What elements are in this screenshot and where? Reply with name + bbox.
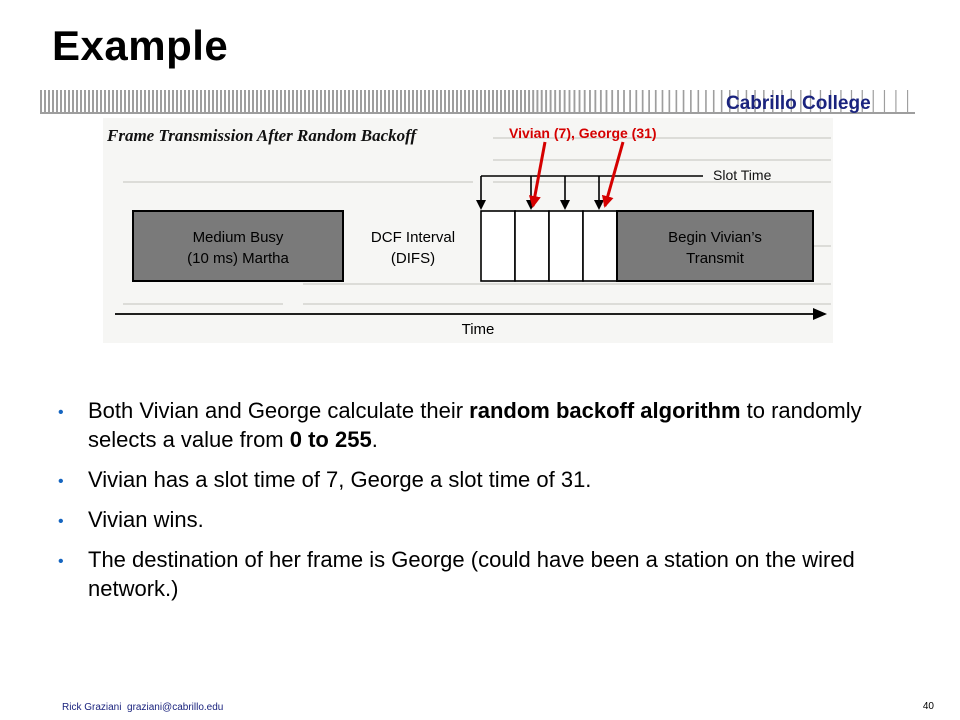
footer-author: Rick Graziani graziani@cabrillo.edu — [62, 702, 224, 713]
slot-boxes — [481, 211, 617, 281]
bullet-item: • The destination of her frame is George (could have been a station on the wired network.) — [58, 547, 855, 601]
medium-busy-line1: Medium Busy — [192, 229, 284, 246]
transmit-line1: Begin Vivian’s — [668, 229, 762, 246]
bullet-marker-icon: • — [58, 513, 64, 530]
bullet-item: • Vivian wins. — [58, 505, 918, 534]
footer-email: graziani@cabrillo.edu — [127, 702, 224, 713]
bullet-marker-icon: • — [58, 553, 64, 570]
bullet-marker-icon: • — [58, 473, 64, 490]
dcf-line1: DCF Interval — [370, 229, 456, 246]
vivian-george-annotation: Vivian (7), George (31) — [509, 125, 657, 141]
figure-caption: Frame Transmission After Random Backoff — [107, 126, 417, 145]
transmit-line2: Transmit — [686, 250, 744, 267]
slide-title: Example — [52, 22, 229, 69]
frame-transmission-diagram — [103, 118, 833, 343]
dcf-line2: (DIFS) — [390, 250, 436, 267]
begin-transmit-box — [617, 211, 813, 281]
slot-time-label: Slot Time — [713, 167, 772, 183]
college-name: Cabrillo College — [726, 93, 871, 114]
medium-busy-box — [133, 211, 343, 281]
page-number: 40 — [922, 701, 934, 712]
bullet-item: • Both Vivian and George calculate their random backoff algorithm to randomly selects a value from 0 to 255. — [58, 398, 862, 452]
medium-busy-line2: (10 ms) Martha — [187, 250, 289, 267]
bullet-list — [58, 396, 918, 614]
bullet-item: • Vivian has a slot time of 7, George a slot time of 31. — [58, 465, 918, 494]
bullet-marker-icon: • — [58, 404, 64, 421]
time-label: Time — [461, 321, 495, 338]
